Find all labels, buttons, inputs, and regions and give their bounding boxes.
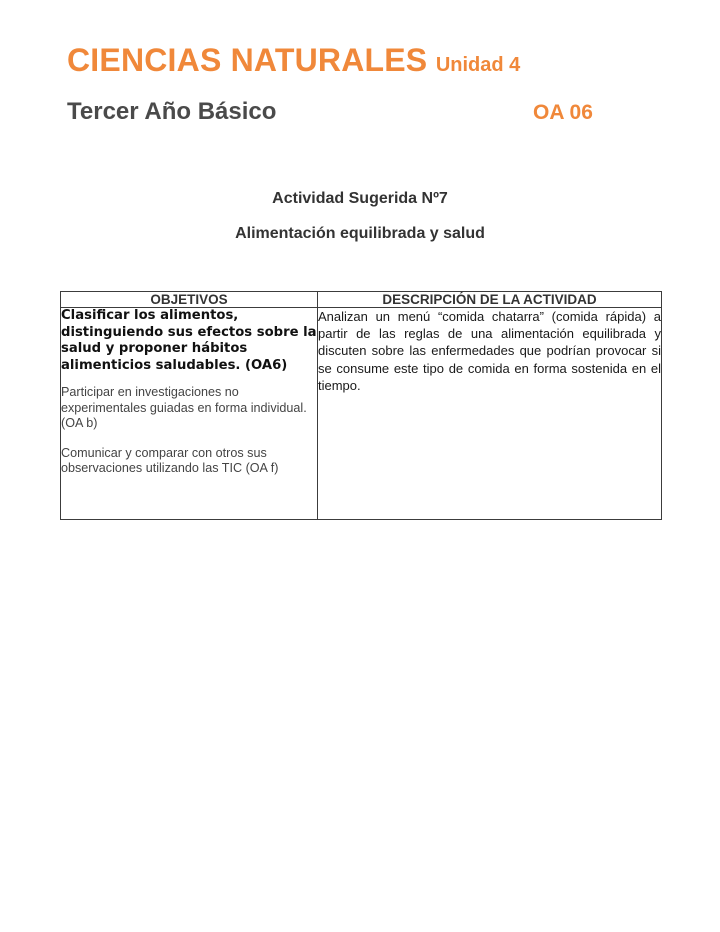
objectives-header: OBJETIVOS bbox=[61, 292, 318, 308]
activity-table bbox=[60, 291, 662, 520]
objectives-cell bbox=[61, 308, 318, 520]
subject-title: CIENCIAS NATURALES bbox=[67, 42, 428, 78]
grade-label: Tercer Año Básico bbox=[67, 98, 277, 125]
activity-title-heading: Alimentación equilibrada y salud bbox=[235, 225, 485, 242]
description-cell bbox=[318, 308, 662, 520]
main-objective-text: Clasificar los alimentos, distinguiendo sus efectos sobre la salud y proponer hábitos alimenticios saludables. (OA6) bbox=[61, 308, 317, 373]
oa-code-label: OA 06 bbox=[533, 101, 593, 124]
table-row bbox=[61, 308, 662, 520]
description-header: DESCRIPCIÓN DE LA ACTIVIDAD bbox=[318, 292, 662, 308]
secondary-objective-text: Participar en investigaciones no experimentales guiadas en forma individual. (OA b) bbox=[61, 385, 307, 430]
secondary-objective-text: Comunicar y comparar con otros sus observaciones utilizando las TIC (OA f) bbox=[61, 445, 279, 475]
document-title bbox=[67, 42, 520, 79]
unit-label: Unidad 4 bbox=[435, 54, 521, 76]
table-header-row bbox=[61, 292, 662, 308]
activity-description-text: Analizan un menú “comida chatarra” (comida rápida) a partir de las reglas de una alimentación equilibrada y discuten sobre las enfermedades que podrían provocar si se consume este tipo de comida en forma sostenida en el tiempo. bbox=[318, 309, 661, 393]
activity-number-heading: Actividad Sugerida Nº7 bbox=[272, 190, 448, 207]
